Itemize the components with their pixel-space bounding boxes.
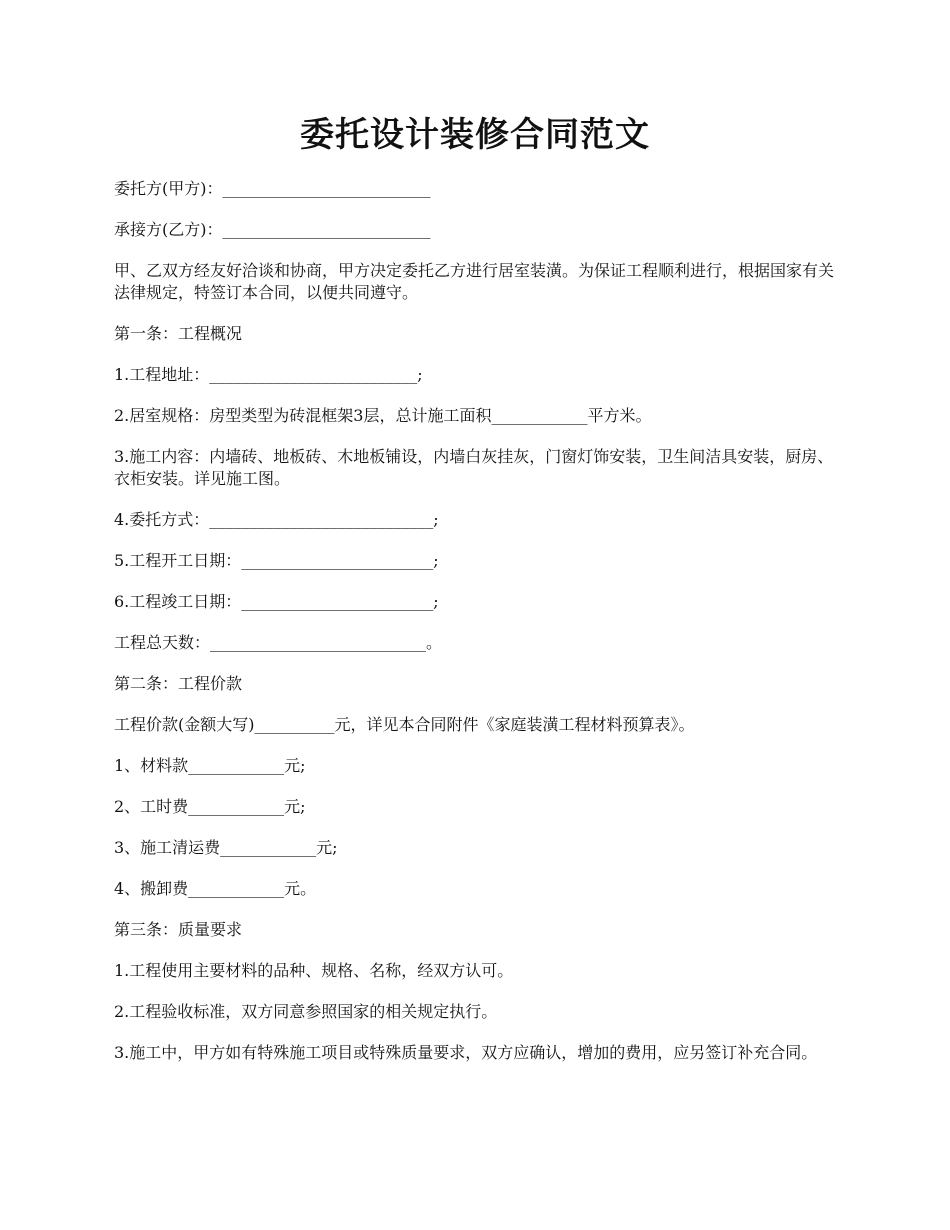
article-3-heading: 第三条：质量要求 xyxy=(114,920,243,939)
intro-paragraph: 甲、乙双方经友好洽谈和协商，甲方决定委托乙方进行居室装潢。为保证工程顺利进行，根据国家有关法律规定，特签订本合同，以便共同遵守。 xyxy=(114,261,835,302)
quality-item-3: 3.施工中，甲方如有特殊施工项目或特殊质量要求，双方应确认，增加的费用，应另签订补充合同。 xyxy=(114,1043,818,1062)
construction-content-paragraph: 3.施工内容：内墙砖、地板砖、木地板铺设，内墙白灰挂灰，门窗灯饰安装，卫生间洁具安装，厨房、衣柜安装。详见施工图。 xyxy=(114,447,834,488)
document-title: 委托设计装修合同范文 xyxy=(300,115,650,155)
moving-cost-line: 4、搬卸费____________元。 xyxy=(114,879,317,898)
project-address-line: 1.工程地址：__________________________; xyxy=(114,365,423,384)
quality-item-2: 2.工程验收标准，双方同意参照国家的相关规定执行。 xyxy=(114,1002,498,1021)
party-a-line: 委托方(甲方)：__________________________ xyxy=(114,179,431,198)
material-cost-line: 1、材料款____________元; xyxy=(114,756,306,775)
completion-date-line: 6.工程竣工日期：________________________; xyxy=(114,592,439,611)
start-date-line: 5.工程开工日期：________________________; xyxy=(114,551,439,570)
room-spec-line: 2.居室规格：房型类型为砖混框架3层，总计施工面积____________平方米。 xyxy=(114,406,652,425)
commission-method-line: 4.委托方式：____________________________; xyxy=(114,510,439,529)
document-body xyxy=(114,178,838,1083)
article-1-heading: 第一条：工程概况 xyxy=(114,324,243,343)
party-b-line: 承接方(乙方)：__________________________ xyxy=(114,220,431,239)
article-2-heading: 第二条：工程价款 xyxy=(114,674,243,693)
project-price-line: 工程价款(金额大写)__________元，详见本合同附件《家庭装潢工程材料预算表》。 xyxy=(114,715,695,734)
quality-item-1: 1.工程使用主要材料的品种、规格、名称，经双方认可。 xyxy=(114,961,514,980)
cleanup-cost-line: 3、施工清运费____________元; xyxy=(114,838,338,857)
total-days-line: 工程总天数：___________________________。 xyxy=(114,633,443,652)
labor-cost-line: 2、工时费____________元; xyxy=(114,797,306,816)
